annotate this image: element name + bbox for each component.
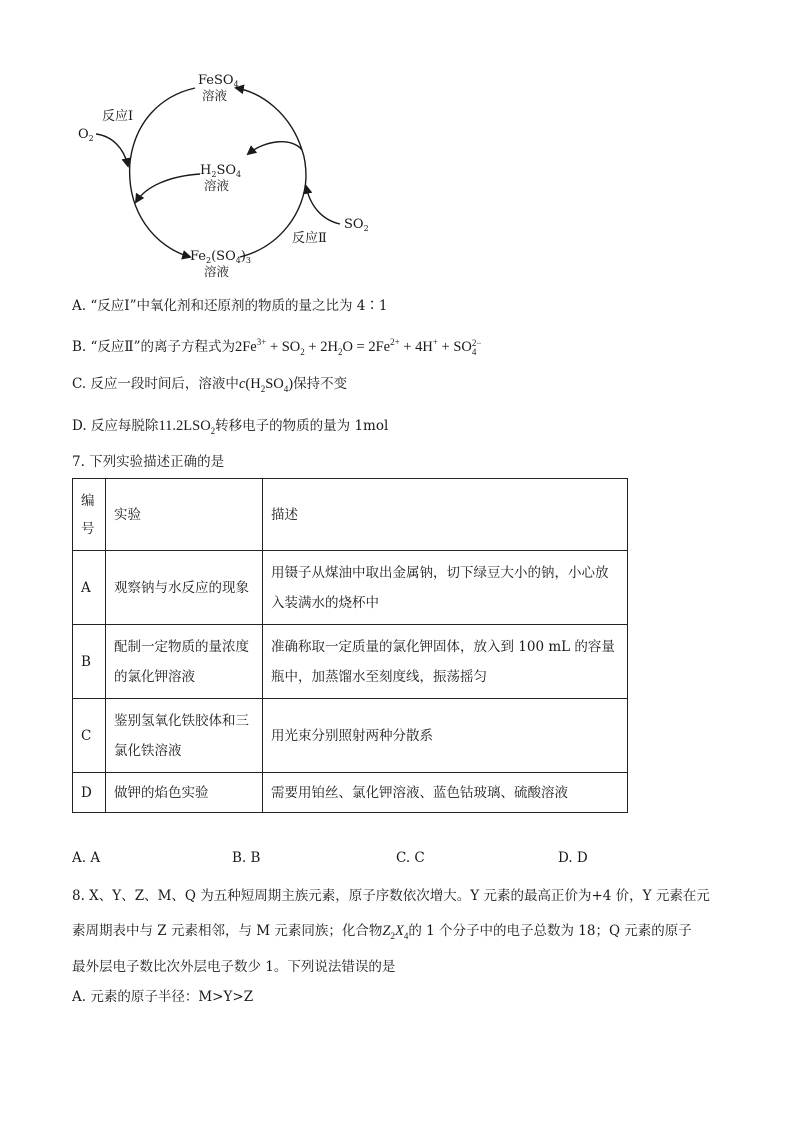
header-cell-exp: 实验 [106, 479, 263, 551]
q6-option-a: A. “反应Ⅰ”中氧化剂和还原剂的物质的量之比为 4∶1 [72, 298, 388, 314]
arc-right-up [302, 150, 306, 177]
o2-label: $O_2$ [78, 127, 94, 143]
q7-choice-a: A. A [72, 850, 101, 866]
q8-line-3: 最外层电子数比次外层电子数少 1。下列说法错误的是 [72, 959, 396, 975]
header-cell-id: 编号 [73, 479, 106, 551]
q6-option-d: D. 反应每脱除$11.2LSO_2$转移电子的物质的量为 1mol [72, 418, 389, 436]
h2so4-solution-label: 溶液 [204, 178, 230, 193]
q8-line-1: 8. X、Y、Z、M、Q 为五种短周期主族元素，原子序数依次增大。Y 元素的最高正价为+4 价，Y 元素在元 [72, 888, 710, 904]
q7-table [72, 478, 628, 813]
q6-option-b-equation: $2Fe^{3+} + SO_2 + 2H_2O = 2Fe^{2+} + 4H^+$ + SO 2− 4 [234, 337, 482, 357]
q6-option-b [72, 332, 481, 362]
feso4-label: FeSO$_4$ [198, 73, 239, 89]
fe2so43-label: $Fe_2(SO_4)_3$ [190, 249, 252, 265]
arrow-so2-input [306, 186, 340, 224]
table-row: A 观察钠与水反应的现象 用镊子从煤油中取出金属钠，切下绿豆大小的钠，小心放入装满水的烧杯中 [73, 551, 628, 625]
arrow-h2so4-to-left [136, 174, 200, 202]
reaction-2-label: 反应Ⅱ [292, 231, 327, 246]
q7-choice-c: C. C [396, 850, 425, 866]
q8-option-a: A. 元素的原子半径：M>Y>Z [72, 989, 254, 1005]
q7-choice-d: D. D [558, 850, 588, 866]
table-row: D 做钾的焰色实验 需要用铂丝、氯化钾溶液、蓝色钴玻璃、硫酸溶液 [73, 773, 628, 813]
arrow-o2-input [96, 134, 128, 166]
q8-line-2: 素周期表中与 Z 元素相邻，与 M 元素同族；化合物$Z_2X_4$的 1 个分子中的电子总数为 18；Q 元素的原子 [72, 923, 692, 941]
fe2so43-solution-label: 溶液 [204, 264, 230, 279]
reaction-cycle-diagram [60, 62, 390, 287]
header-cell-desc: 描述 [263, 479, 628, 551]
q7-choice-b: B. B [232, 850, 261, 866]
q6-option-c: C. 反应一段时间后，溶液中$c(H_2SO_4)$保持不变 [72, 376, 348, 394]
arc-to-feso4 [236, 88, 302, 150]
reaction-1-label: 反应Ⅰ [102, 109, 134, 124]
h2so4-label: $H_2SO_4$ [200, 163, 242, 179]
arrow-to-h2so4 [248, 142, 302, 154]
table-row: B 配制一定物质的量浓度的氯化钾溶液 准确称取一定质量的氯化钾固体，放入到 100 mL 的容量瓶中，加蒸馏水至刻度线，振荡摇匀 [73, 625, 628, 699]
so2-label: $SO_2$ [344, 217, 369, 233]
arc-feso4-to-left [130, 88, 195, 162]
table-row: C 鉴别氢氧化铁胶体和三氯化铁溶液 用光束分别照射两种分散系 [73, 699, 628, 773]
q6-option-b-prefix: B. “反应Ⅱ”的离子方程式为 [72, 338, 235, 355]
table-header-row [73, 479, 628, 551]
q7-stem: 7. 下列实验描述正确的是 [72, 454, 225, 470]
feso4-solution-label: 溶液 [202, 88, 228, 103]
